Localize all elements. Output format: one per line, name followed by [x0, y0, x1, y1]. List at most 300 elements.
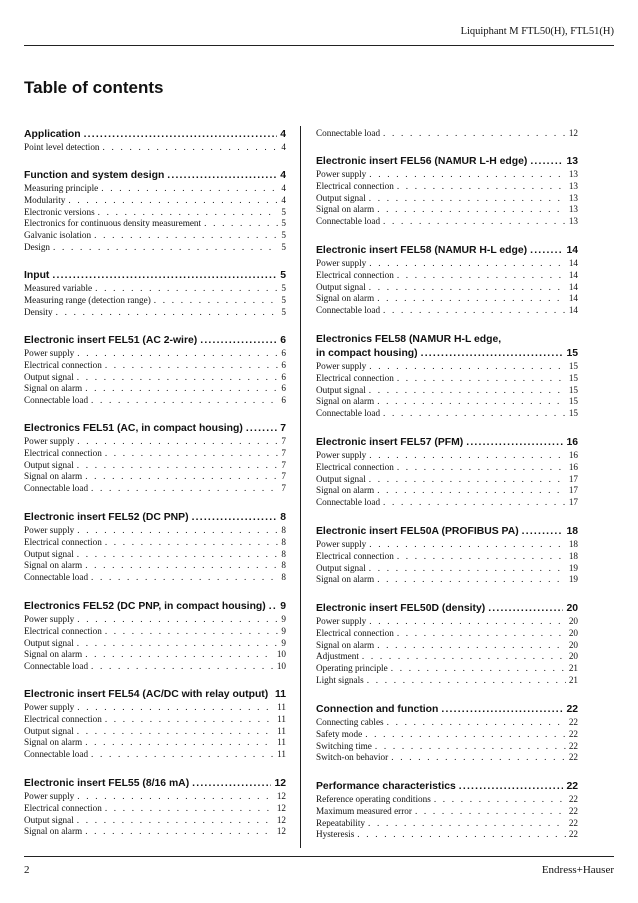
leader-dots — [105, 448, 279, 460]
toc-section — [316, 602, 578, 687]
toc-entry[interactable] — [24, 714, 286, 726]
toc-entry[interactable] — [24, 195, 286, 207]
toc-entry[interactable] — [316, 485, 578, 497]
toc-heading-label: Electronic insert FEL56 (NAMUR L-H edge) — [316, 156, 528, 167]
leader-dots — [77, 460, 279, 472]
toc-entry-page: 13 — [568, 216, 578, 227]
toc-entry[interactable] — [316, 539, 578, 551]
leader-dots — [369, 450, 566, 462]
toc-section — [316, 155, 578, 228]
toc-section — [24, 334, 286, 407]
leader-dots — [377, 396, 566, 408]
leader-dots — [77, 815, 274, 827]
toc-entry-page: 11 — [277, 713, 286, 724]
toc-entry-label: Reference operating conditions — [316, 794, 431, 804]
toc-entry[interactable] — [24, 614, 286, 626]
toc-entry-page: 16 — [568, 450, 578, 460]
toc-entry[interactable] — [316, 462, 578, 474]
toc-entry[interactable] — [24, 448, 286, 460]
toc-entry-page: 22 — [568, 728, 578, 739]
toc-entry-page: 13 — [568, 180, 578, 191]
leader-dots — [365, 729, 566, 741]
toc-entry-label: Electrical connection — [316, 372, 394, 383]
toc-entry-page: 17 — [568, 485, 578, 496]
toc-entry-page: 20 — [568, 651, 578, 662]
toc-entry[interactable] — [24, 395, 286, 407]
toc-entry[interactable] — [24, 283, 286, 295]
toc-entry[interactable] — [316, 216, 578, 228]
leader-dots — [52, 269, 277, 283]
leader-dots — [85, 471, 278, 483]
leader-dots — [103, 142, 279, 154]
toc-heading-label: Electronic insert FEL50A (PROFIBUS PA) — [316, 526, 519, 537]
leader-dots — [85, 737, 274, 749]
toc-entry[interactable] — [316, 293, 578, 305]
toc-entry-label: Signal on alarm — [24, 826, 83, 837]
toc-entry[interactable] — [316, 385, 578, 397]
toc-section-heading[interactable] — [24, 422, 286, 436]
toc-heading-label: Connection and function — [316, 704, 439, 715]
toc-heading-page: 22 — [566, 781, 578, 792]
toc-entry[interactable] — [316, 270, 578, 282]
toc-entry-page: 22 — [568, 829, 578, 840]
leader-dots — [397, 373, 566, 385]
toc-entry[interactable] — [24, 537, 286, 549]
toc-section — [24, 688, 286, 761]
leader-dots — [377, 640, 566, 652]
toc-entry[interactable] — [24, 372, 286, 384]
toc-entry-page: 16 — [568, 461, 578, 472]
toc-heading-page: 12 — [274, 778, 286, 789]
toc-heading-page: 4 — [280, 170, 286, 181]
toc-entry-label: Modularity — [24, 194, 66, 205]
toc-entry-label: Power supply — [24, 791, 75, 801]
toc-heading-page: 13 — [566, 156, 578, 167]
toc-entry-label: Power supply — [24, 348, 75, 358]
toc-entry[interactable] — [316, 794, 578, 806]
toc-entry-page: 9 — [281, 637, 286, 648]
toc-entry-page: 4 — [281, 142, 286, 152]
toc-entry-label: Power supply — [24, 702, 75, 712]
leader-dots — [77, 726, 274, 738]
leader-dots — [434, 794, 566, 806]
toc-entry[interactable] — [24, 549, 286, 561]
toc-entry[interactable] — [316, 450, 578, 462]
toc-entry[interactable] — [24, 483, 286, 495]
toc-entry-label: Output signal — [24, 371, 74, 382]
toc-entry-page: 5 — [281, 241, 286, 252]
leader-dots — [91, 749, 274, 761]
toc-entry-page: 10 — [276, 661, 286, 672]
leader-dots — [421, 347, 564, 361]
leader-dots — [369, 563, 566, 575]
toc-entry[interactable] — [24, 737, 286, 749]
toc-heading-page: 6 — [280, 335, 286, 346]
leader-dots — [397, 181, 566, 193]
toc-section-heading[interactable] — [24, 777, 286, 791]
toc-entry-page: 4 — [281, 194, 286, 205]
toc-entry[interactable] — [24, 649, 286, 661]
toc-entry-label: Power supply — [316, 361, 367, 371]
page-title: Table of contents — [24, 78, 164, 97]
toc-entry-page: 12 — [276, 814, 286, 825]
toc-entry[interactable] — [316, 305, 578, 317]
toc-entry[interactable] — [316, 169, 578, 181]
toc-entry[interactable] — [316, 729, 578, 741]
leader-dots — [377, 485, 566, 497]
toc-entry[interactable] — [316, 675, 578, 687]
toc-entry-page: 6 — [281, 371, 286, 382]
toc-entry[interactable] — [316, 717, 578, 729]
toc-entry-page: 8 — [281, 560, 286, 571]
toc-entry[interactable] — [24, 295, 286, 307]
leader-dots — [204, 218, 278, 230]
toc-entry-page: 12 — [276, 802, 286, 813]
toc-entry[interactable] — [24, 183, 286, 195]
toc-entry[interactable] — [316, 563, 578, 575]
leader-dots — [91, 395, 278, 407]
leader-dots — [369, 616, 566, 628]
header-rule — [24, 45, 614, 46]
toc-heading-label: Electronics FEL51 (AC, in compact housing) — [24, 423, 243, 434]
toc-entry-page: 17 — [568, 497, 578, 508]
toc-entry[interactable] — [316, 663, 578, 675]
toc-entry[interactable] — [24, 749, 286, 761]
toc-heading-label: Application — [24, 129, 81, 140]
toc-entry[interactable] — [24, 826, 286, 838]
toc-section — [24, 269, 286, 318]
leader-dots — [192, 777, 271, 791]
toc-section-heading[interactable] — [316, 333, 578, 361]
toc-heading-label: Electronic insert FEL51 (AC 2-wire) — [24, 335, 198, 346]
leader-dots — [105, 360, 279, 372]
leader-dots — [95, 283, 278, 295]
toc-entry[interactable] — [24, 307, 286, 319]
leader-dots — [369, 258, 566, 270]
toc-section-heading[interactable] — [24, 169, 286, 183]
toc-entry-page: 5 — [281, 283, 286, 293]
toc-section-heading[interactable] — [316, 155, 578, 169]
leader-dots — [77, 348, 278, 360]
toc-entry-label: Electrical connection — [316, 269, 394, 280]
leader-dots — [105, 803, 274, 815]
toc-entry[interactable] — [316, 551, 578, 563]
toc-entry[interactable] — [24, 803, 286, 815]
leader-dots — [391, 663, 566, 675]
toc-entry[interactable] — [316, 204, 578, 216]
leader-dots — [105, 626, 279, 638]
leader-dots — [85, 383, 278, 395]
toc-entry-label: Signal on alarm — [316, 639, 375, 650]
toc-entry[interactable] — [316, 258, 578, 270]
toc-heading-label: Input — [24, 270, 50, 281]
toc-entry-page: 5 — [281, 294, 286, 305]
toc-entry[interactable] — [316, 806, 578, 818]
toc-entry[interactable] — [316, 128, 578, 140]
leader-dots — [91, 661, 274, 673]
toc-entry[interactable] — [316, 752, 578, 764]
toc-entry-page: 8 — [281, 536, 286, 547]
leader-dots — [98, 207, 279, 219]
toc-entry[interactable] — [316, 474, 578, 486]
toc-entry-page: 15 — [568, 396, 578, 407]
toc-entry[interactable] — [316, 829, 578, 841]
toc-entry-label: Electrical connection — [24, 625, 102, 636]
toc-section-heading[interactable] — [24, 511, 286, 525]
toc-entry[interactable] — [316, 181, 578, 193]
toc-entry[interactable] — [24, 626, 286, 638]
toc-entry-page: 13 — [568, 192, 578, 203]
toc-entry[interactable] — [24, 560, 286, 572]
toc-entry[interactable] — [24, 142, 286, 154]
toc-entry-page: 13 — [568, 204, 578, 215]
leader-dots — [369, 169, 566, 181]
leader-dots — [154, 295, 279, 307]
toc-entry[interactable] — [24, 791, 286, 803]
toc-entry-page: 5 — [281, 306, 286, 317]
leader-dots — [369, 193, 566, 205]
toc-entry-label: Operating principle — [316, 663, 388, 674]
toc-entry-page: 9 — [281, 614, 286, 624]
leader-dots — [192, 511, 278, 525]
toc-entry[interactable] — [24, 815, 286, 827]
toc-entry-page: 14 — [568, 305, 578, 316]
toc-entry-label: Connectable load — [24, 572, 89, 583]
leader-dots — [91, 483, 278, 495]
toc-entry-page: 22 — [568, 752, 578, 763]
toc-entry-label: Measuring principle — [24, 183, 99, 193]
toc-entry-page: 7 — [281, 459, 286, 470]
toc-entry[interactable] — [316, 818, 578, 830]
leader-dots — [530, 155, 563, 169]
toc-heading-label: Electronic insert FEL58 (NAMUR H-L edge) — [316, 245, 528, 256]
leader-dots — [397, 551, 566, 563]
toc-entry[interactable] — [24, 218, 286, 230]
toc-entry-page: 8 — [281, 548, 286, 559]
leader-dots — [369, 282, 566, 294]
leader-dots — [383, 497, 566, 509]
toc-entry-label: Safety mode — [316, 728, 363, 739]
toc-entry[interactable] — [24, 348, 286, 360]
toc-entry-label: Power supply — [24, 525, 75, 535]
toc-entry-label: Connectable load — [24, 749, 89, 760]
toc-entry[interactable] — [24, 207, 286, 219]
toc-entry-label: Connectable load — [316, 216, 381, 227]
toc-entry[interactable] — [316, 640, 578, 652]
toc-section — [316, 128, 578, 140]
leader-dots — [200, 334, 277, 348]
toc-entry-label: Output signal — [24, 459, 74, 470]
leader-dots — [77, 614, 278, 626]
toc-entry-page: 19 — [568, 574, 578, 585]
toc-entry-page: 12 — [276, 826, 286, 837]
toc-section-heading[interactable] — [316, 703, 578, 717]
toc-entry-page: 7 — [281, 471, 286, 482]
toc-heading-page: 8 — [280, 512, 286, 523]
leader-dots — [362, 651, 566, 663]
toc-entry[interactable] — [316, 616, 578, 628]
toc-section-heading[interactable] — [24, 688, 286, 702]
leader-dots — [415, 806, 566, 818]
leader-dots — [357, 829, 566, 841]
brand-name: Endress+Hauser — [541, 864, 614, 876]
toc-entry-label: Signal on alarm — [24, 383, 83, 394]
toc-section — [316, 244, 578, 317]
toc-entry-page: 6 — [281, 383, 286, 394]
leader-dots — [68, 195, 278, 207]
toc-entry-label: Power supply — [24, 436, 75, 446]
toc-heading-label: Performance characteristics — [316, 781, 456, 792]
toc-entry-label: Electrical connection — [24, 713, 102, 724]
leader-dots — [101, 183, 278, 195]
toc-entry-page: 22 — [568, 717, 578, 727]
toc-entry-label: Measuring range (detection range) — [24, 294, 151, 305]
page-number: 2 — [24, 864, 30, 876]
toc-entry-page: 13 — [568, 169, 578, 179]
toc-entry-label: Electrical connection — [24, 359, 102, 370]
toc-section-heading[interactable] — [24, 128, 286, 142]
toc-entry-label: Electrical connection — [316, 550, 394, 561]
toc-entry-page: 10 — [276, 649, 286, 660]
toc-entry[interactable] — [24, 572, 286, 584]
toc-entry[interactable] — [24, 525, 286, 537]
toc-section-heading[interactable] — [316, 780, 578, 794]
leader-dots — [441, 703, 563, 717]
toc-entry-page: 7 — [281, 483, 286, 494]
toc-entry[interactable] — [24, 230, 286, 242]
toc-section — [24, 511, 286, 584]
leader-dots — [105, 714, 274, 726]
toc-heading-page: 9 — [280, 601, 286, 612]
toc-entry-page: 17 — [568, 473, 578, 484]
toc-heading-page: 5 — [280, 270, 286, 281]
toc-entry-label: Signal on alarm — [316, 204, 375, 215]
leader-dots — [383, 216, 566, 228]
toc-entry-label: Signal on alarm — [316, 485, 375, 496]
toc-entry-label: Hysteresis — [316, 829, 355, 840]
toc-entry-label: Power supply — [316, 258, 367, 268]
toc-entry[interactable] — [24, 702, 286, 714]
toc-entry[interactable] — [316, 396, 578, 408]
toc-entry[interactable] — [316, 361, 578, 373]
toc-entry-page: 20 — [568, 639, 578, 650]
toc-heading-label: Electronic insert FEL54 (AC/DC with relay output) — [24, 689, 269, 700]
toc-entry[interactable] — [24, 242, 286, 254]
toc-section-heading[interactable] — [316, 602, 578, 616]
toc-entry-label: Electrical connection — [316, 627, 394, 638]
leader-dots — [369, 474, 566, 486]
toc-entry[interactable] — [316, 651, 578, 663]
running-header: Liquiphant M FTL50(H), FTL51(H) — [460, 26, 614, 37]
leader-dots — [397, 462, 566, 474]
leader-dots — [53, 242, 278, 254]
toc-section-heading[interactable] — [24, 269, 286, 283]
leader-dots — [77, 372, 279, 384]
toc-entry-label: Measured variable — [24, 283, 93, 293]
toc-entry-label: Connectable load — [316, 128, 381, 138]
toc-entry[interactable] — [316, 574, 578, 586]
toc-entry-page: 20 — [568, 627, 578, 638]
toc-entry-page: 5 — [281, 206, 286, 217]
toc-entry[interactable] — [24, 471, 286, 483]
toc-section-heading[interactable] — [316, 436, 578, 450]
toc-section — [24, 777, 286, 838]
leader-dots — [77, 791, 274, 803]
toc-entry-label: Density — [24, 306, 53, 317]
toc-entry-page: 11 — [277, 749, 286, 760]
toc-entry[interactable] — [24, 360, 286, 372]
leader-dots — [269, 600, 277, 614]
toc-entry-label: Point level detection — [24, 142, 100, 152]
leader-dots — [459, 780, 564, 794]
toc-entry-page: 7 — [281, 436, 286, 446]
toc-entry-page: 12 — [568, 128, 578, 138]
toc-entry-page: 6 — [281, 359, 286, 370]
toc-entry-page: 18 — [568, 550, 578, 561]
leader-dots — [375, 741, 566, 753]
toc-entry[interactable] — [316, 497, 578, 509]
toc-section-heading[interactable] — [24, 600, 286, 614]
leader-dots — [84, 128, 278, 142]
toc-entry[interactable] — [24, 726, 286, 738]
toc-entry[interactable] — [24, 436, 286, 448]
toc-entry[interactable] — [24, 460, 286, 472]
toc-heading-page: 7 — [280, 423, 286, 434]
toc-entry-page: 11 — [277, 737, 286, 748]
toc-section-heading[interactable] — [316, 244, 578, 258]
toc-section — [316, 333, 578, 420]
toc-entry-label: Electronic versions — [24, 206, 95, 217]
toc-entry[interactable] — [316, 408, 578, 420]
leader-dots — [383, 408, 566, 420]
toc-entry[interactable] — [316, 628, 578, 640]
toc-heading-page: 22 — [566, 704, 578, 715]
toc-entry-label: Signal on alarm — [316, 396, 375, 407]
toc-entry-page: 14 — [568, 269, 578, 280]
toc-section-heading[interactable] — [24, 334, 286, 348]
leader-dots — [91, 572, 278, 584]
toc-entry-label: Output signal — [316, 192, 366, 203]
toc-entry[interactable] — [24, 661, 286, 673]
toc-entry-page: 7 — [281, 447, 286, 458]
toc-entry-page: 5 — [281, 230, 286, 241]
toc-entry-label: Output signal — [24, 548, 74, 559]
toc-entry-label: Signal on alarm — [24, 649, 83, 660]
toc-entry-page: 9 — [281, 625, 286, 636]
toc-heading-page: 4 — [280, 129, 286, 140]
toc-entry-label: Galvanic isolation — [24, 230, 92, 241]
toc-heading-label: Function and system design — [24, 170, 165, 181]
toc-section — [24, 128, 286, 154]
toc-entry-label: Output signal — [24, 725, 74, 736]
toc-entry[interactable] — [24, 638, 286, 650]
toc-section — [316, 703, 578, 764]
toc-entry-page: 15 — [568, 372, 578, 383]
toc-entry-label: Power supply — [316, 539, 367, 549]
toc-entry-page: 8 — [281, 572, 286, 583]
toc-entry-label: Switch-on behavior — [316, 752, 389, 763]
toc-entry-label: Signal on alarm — [316, 574, 375, 585]
toc-entry[interactable] — [316, 373, 578, 385]
toc-section-heading[interactable] — [316, 525, 578, 539]
toc-entry[interactable] — [316, 282, 578, 294]
toc-entry[interactable] — [24, 383, 286, 395]
toc-heading-page: 18 — [566, 526, 578, 537]
toc-entry[interactable] — [316, 193, 578, 205]
toc-entry[interactable] — [316, 741, 578, 753]
toc-entry-page: 15 — [568, 384, 578, 395]
toc-heading-page: 11 — [275, 689, 286, 700]
